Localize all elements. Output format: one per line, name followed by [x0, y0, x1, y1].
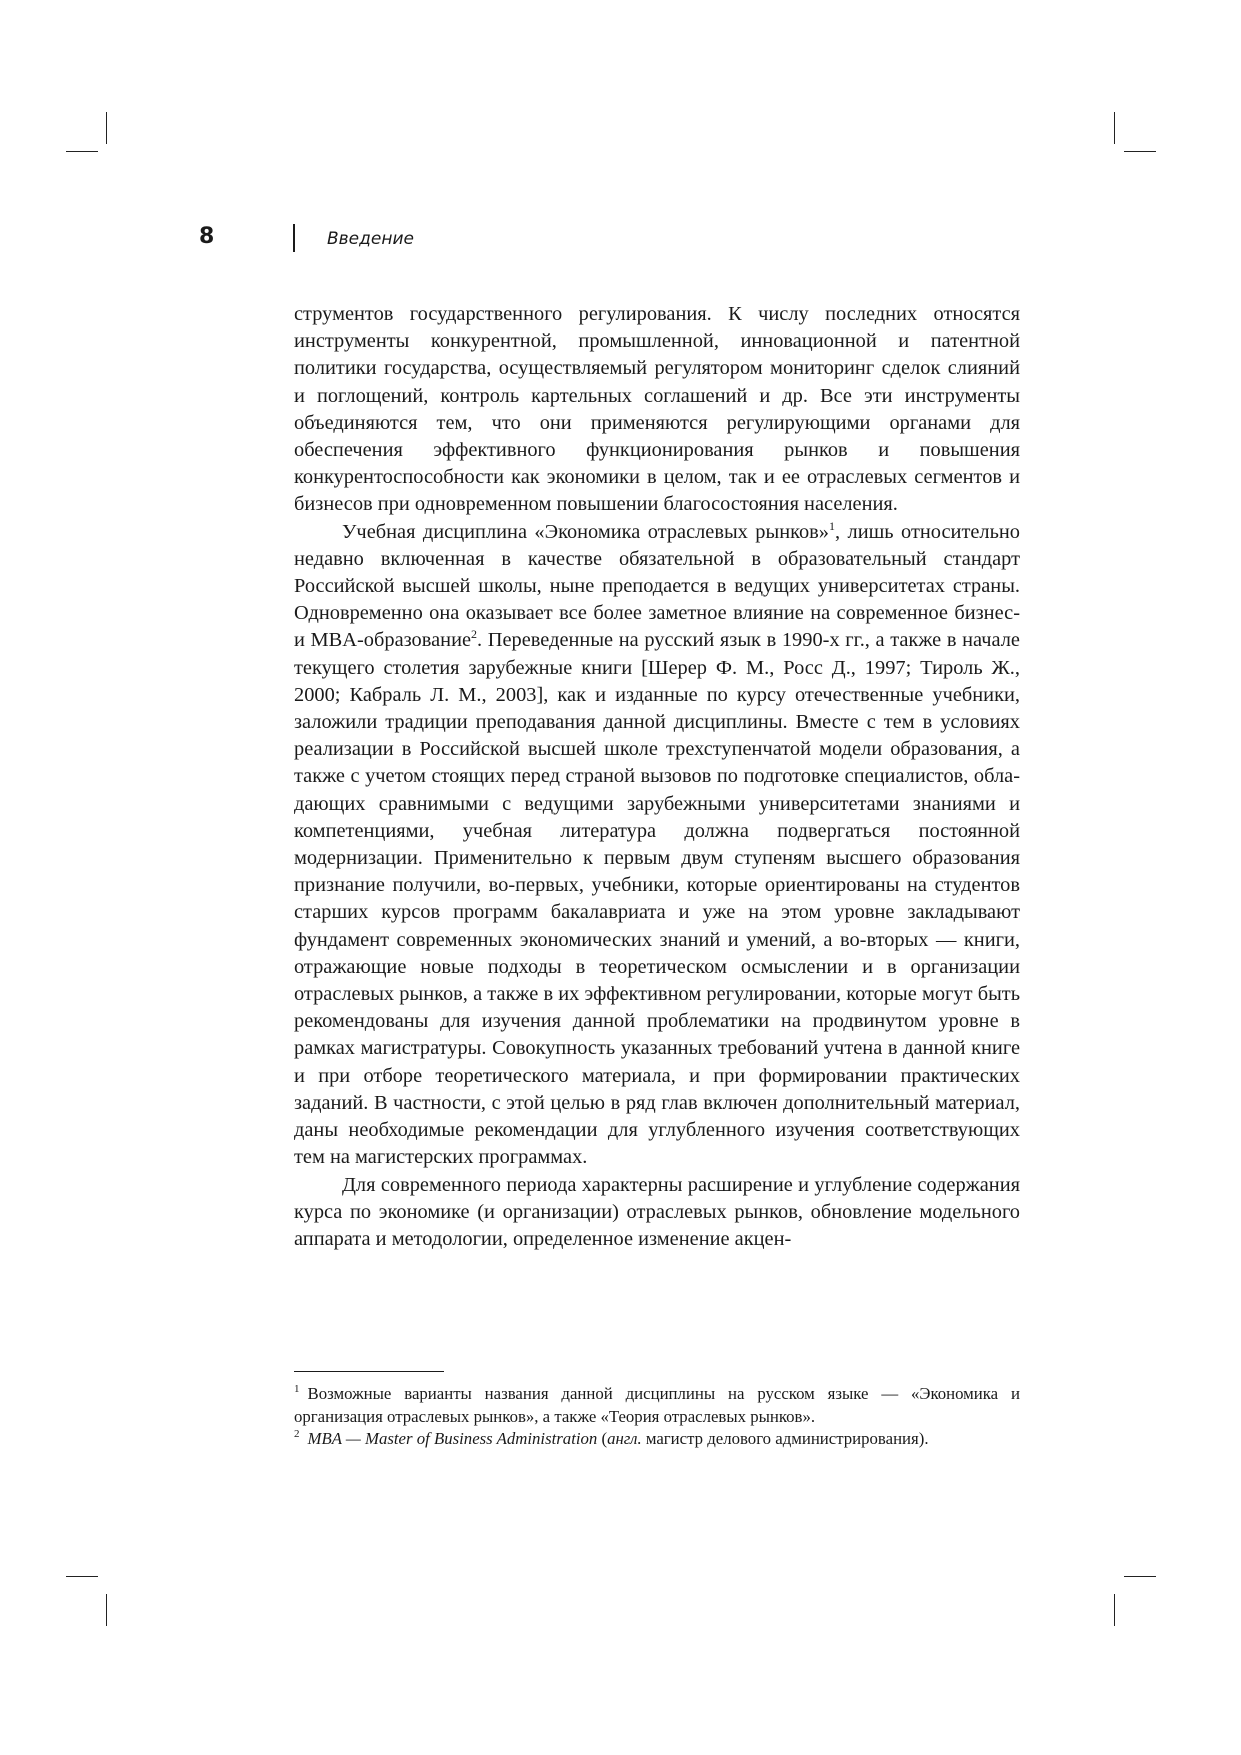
crop-mark-bottom-left-horizontal	[66, 1576, 98, 1577]
footnote-2-lang: англ.	[607, 1429, 642, 1448]
crop-mark-bottom-left-vertical	[106, 1594, 107, 1626]
footnote-ref-2: 2	[471, 627, 478, 642]
crop-mark-top-left-vertical	[106, 112, 107, 144]
footnote-ref-1: 1	[829, 518, 835, 533]
crop-mark-bottom-right-horizontal	[1124, 1576, 1156, 1577]
footnote-1-mark: 1	[294, 1383, 300, 1396]
crop-mark-top-right-horizontal	[1124, 151, 1156, 152]
paragraph-2-part-b: , лишь относительно недавно включенная в качестве обязательной в образовательный стандарт Российской высшей школы, ныне преподается в ведущих университетах страны. Одновременно она оказывает все более заметное влияние на современное бизнес- и MBA-образование	[294, 520, 1020, 652]
paragraph-2-part-c: . Переведенные на русский язык в 1990-х гг., а также в начале текущего столетия зарубежные книги [Шерер Ф. М., Росс Д., 1997; Тироль Ж., 2000; Кабраль Л. М., 2003], как и изданные по курсу отечественные учебники, заложили традиции преподавания данной дисциплины. Вместе с тем в условиях реализации в Российской высшей школе трехступенчатой модели образования, а также с учетом стоящих перед страной вызовов по подготовке специалистов, обладающих сравнимыми с ведущими зарубежными университетами знаниями и компетенциями, учебная литература должна подвергаться постоянной модернизации. Применительно к первым двум ступеням высшего образования признание получили, во-первых, учебники, которые ориентированы на студентов старших курсов программ бакалавриата и уже на этом уровне закладывают фундамент современных экономических знаний и умений, а во-вторых — книги, отражающие новые подходы в теоретическом осмыслении и в организации отраслевых рынков, а также в их эффективном регулировании, которые могут быть рекомендованы для изучения данной проблематики на продвинутом уровне в рамках магистратуры. Совокупность указанных требований учтена в данной книге и при отборе теоретического материала, и при формировании практических заданий. В частности, с этой целью в ряд глав включен дополнительный материал, даны необходимые рекомендации для углубленного изучения соответствующих тем на магистерских программах.	[294, 629, 1020, 1169]
running-head: Введение	[327, 229, 414, 249]
crop-mark-top-left-horizontal	[66, 151, 98, 152]
footnotes	[294, 1383, 1020, 1451]
footnote-2-term: MBA — Master of Business Administration	[307, 1429, 598, 1448]
paragraph-2	[294, 519, 1020, 1172]
page-number: 8	[199, 224, 215, 249]
footnote-2-mark: 2	[294, 1428, 300, 1441]
footnote-1-text: Возможные варианты названия данной дисциплины на русском языке — «Экономика и организация отраслевых рынков», а также «Теория отраслевых рынков».	[294, 1384, 1020, 1426]
footnote-divider	[294, 1371, 444, 1372]
footnote-2-open: (	[597, 1429, 608, 1448]
footnote-1	[294, 1383, 1020, 1428]
paragraph-3: Для современного периода характерны расширение и углубление содержания курса по экономике (и организации) отраслевых рынков, обновление модельного аппарата и методологии, определенное изменение акцен-	[294, 1173, 1020, 1250]
header-divider	[293, 224, 295, 252]
body-text	[294, 301, 1020, 1253]
paragraph-1: струментов государственного регулирования. К числу последних относятся инструменты конкурентной, промышленной, инновационной и патентной политики государства, осуществляемый регулятором мониторинг сделок слияний и поглощений, контроль картельных соглашений и др. Все эти инструменты объединяются тем, что они применяются регулирующими органами для обеспечения эффективного функционирования рынков и повышения конкурентоспособности как экономики в целом, так и ее отраслевых сегментов и бизнесов при одновременном повышении благосостояния населения.	[294, 303, 1020, 516]
paragraph-2-part-a: Учебная дисциплина «Экономика отраслевых рынков»	[342, 520, 829, 543]
crop-mark-top-right-vertical	[1114, 112, 1115, 144]
footnote-2-text: магистр делового администрирования).	[641, 1429, 929, 1448]
crop-mark-bottom-right-vertical	[1114, 1594, 1115, 1626]
footnote-2	[294, 1428, 1020, 1451]
